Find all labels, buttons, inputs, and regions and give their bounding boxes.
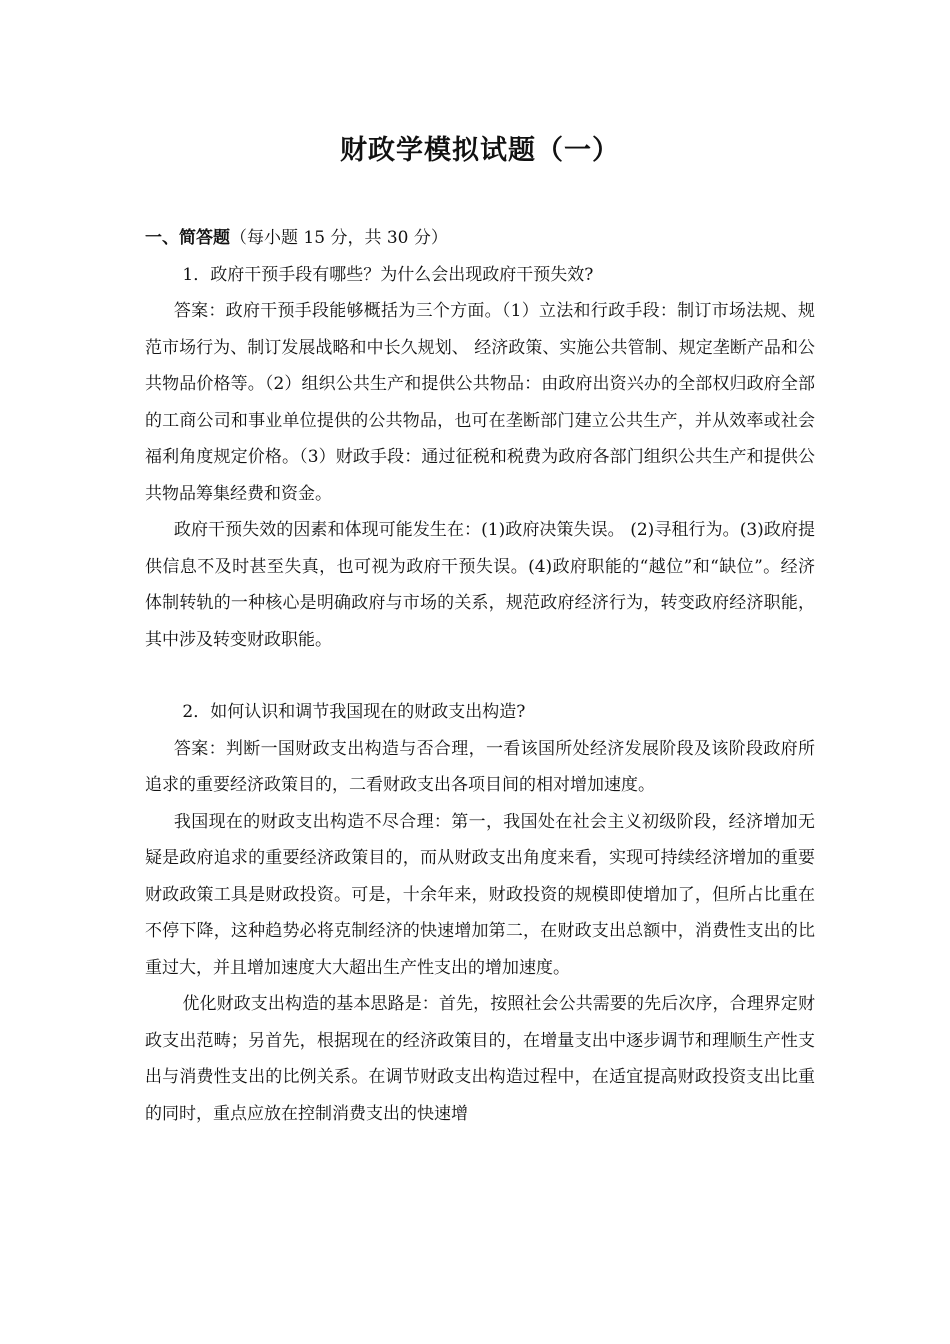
paragraph-spacer <box>145 658 815 694</box>
answer-2-paragraph-2: 我国现在的财政支出构造不尽合理：第一，我国处在社会主义初级阶段，经济增加无疑是政府追求的重要经济政策目的，而从财政支出角度来看，实现可持续经济增加的重要财政政策工具是财政投资。可是，十余年来，财政投资的规模即使增加了，但所占比重在不停下降，这种趋势必将克制经济的快速增加第二，在财政支出总额中，消费性支出的比重过大，并且增加速度大大超出生产性支出的增加速度。 <box>145 811 815 978</box>
section-heading <box>145 220 815 257</box>
page-title: 财政学模拟试题（一） <box>340 135 620 166</box>
answer-1-paragraph-2: 政府干预失效的因素和体现可能发生在：(1)政府决策失误。 (2)寻租行为。(3)政府提供信息不及时甚至失真，也可视为政府干预失误。(4)政府职能的“越位”和“缺位”。经济体制转轨的一种核心是明确政府与市场的关系，规范政府经济行为，转变政府经济职能，其中涉及转变财政职能。 <box>145 520 815 650</box>
section-heading-label: 一、简答题 <box>145 228 230 248</box>
question-1: 1．政府干预手段有哪些？为什么会出现政府干预失效? <box>182 264 594 285</box>
document-body <box>145 220 815 1132</box>
answer-2-paragraph-3: 优化财政支出构造的基本思路是：首先，按照社会公共需要的先后次序，合理界定财政支出范畴；另首先，根据现在的经济政策目的，在增量支出中逐步调节和理顺生产性支出与消费性支出的比例关系。在调节财政支出构造过程中，在适宜提高财政投资支出比重的同时，重点应放在控制消费支出的快速增 <box>145 994 815 1124</box>
section-heading-note: （每小题 15 分，共 30 分） <box>230 228 448 248</box>
answer-2-paragraph-1: 答案：判断一国财政支出构造与否合理，一看该国所处经济发展阶段及该阶段政府所追求的重要经济政策目的，二看财政支出各项目间的相对增加速度。 <box>145 738 815 795</box>
answer-1-paragraph-1: 答案：政府干预手段能够概括为三个方面。（1）立法和行政手段：制订市场法规、规范市场行为、制订发展战略和中长久规划、 经济政策、实施公共管制、规定垄断产品和公共物品价格等。（2）组织公共生产和提供公共物品：由政府出资兴办的全部权归政府全部的工商公司和事业单位提供的公共物品，也可在垄断部门建立公共生产，并从效率或社会福利角度规定价格。（3）财政手段：通过征税和税费为政府各部门组织公共生产和提供公共物品筹集经费和资金。 <box>145 301 815 504</box>
question-2: 2．如何认识和调节我国现在的财政支出构造? <box>182 702 526 722</box>
